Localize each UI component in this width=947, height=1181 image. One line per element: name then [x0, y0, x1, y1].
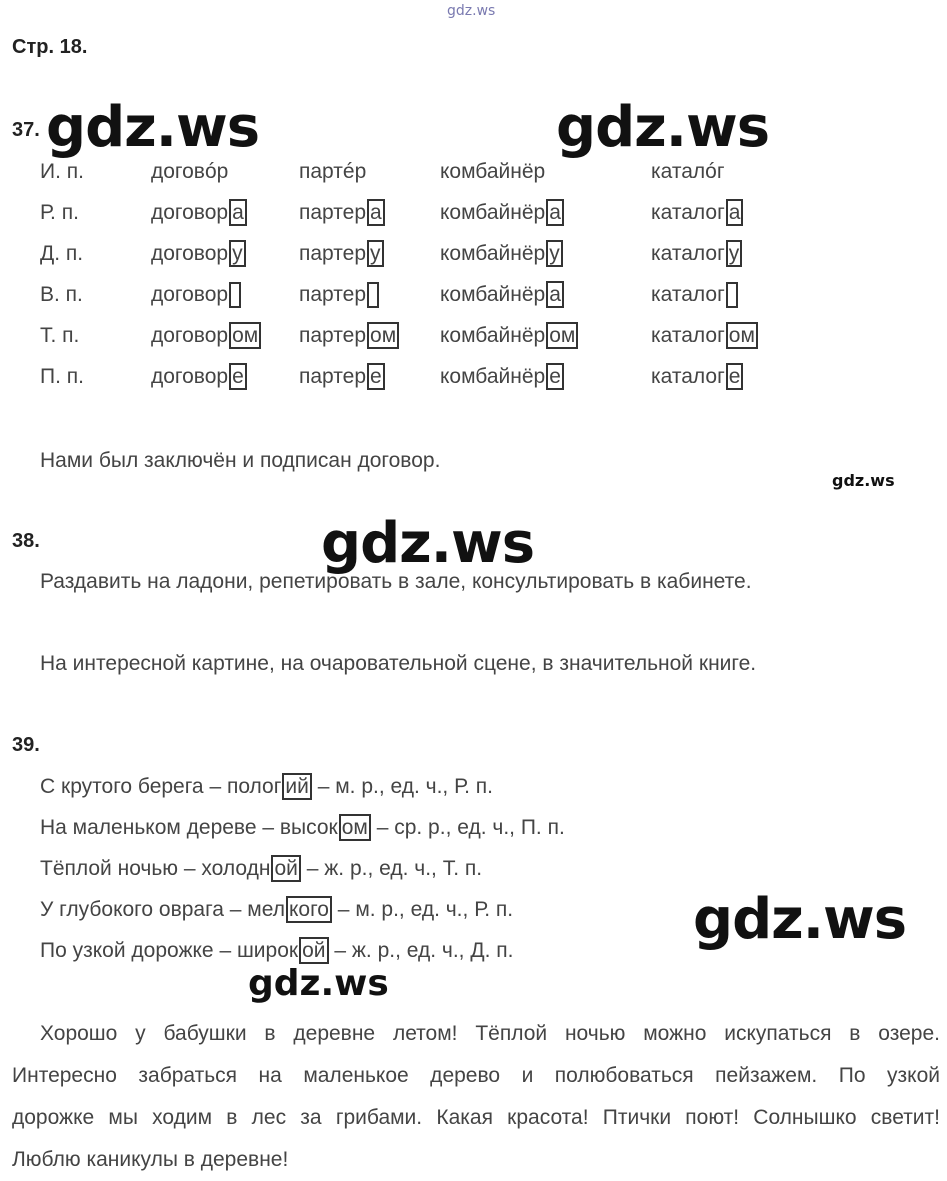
watermark-4: gdz.ws [321, 511, 535, 576]
watermark-5: gdz.ws [693, 887, 907, 952]
word-form: партер а [299, 200, 385, 226]
case-label: И. п. [40, 160, 84, 183]
word-form: каталог ом [651, 323, 758, 349]
ending-box: ом [367, 322, 399, 349]
ending-box: у [367, 240, 384, 267]
exercise-38-number: 38. [12, 530, 40, 552]
exercise-37-sentence: Нами был заключён и подписан договор. [40, 449, 441, 472]
word-form: комбайнёр а [440, 200, 564, 226]
word-form: каталóг [651, 160, 725, 183]
exercise-39-paragraph [12, 1013, 940, 1181]
exercise-38-line-1: Раздавить на ладони, репетировать в зале, консультировать в кабинете. [40, 570, 752, 593]
ending-box: е [726, 363, 744, 390]
ending-box: ой [299, 937, 328, 964]
ending-box: ом [726, 322, 758, 349]
exercise-39-number: 39. [12, 734, 40, 756]
word-form: договóр [151, 160, 229, 183]
watermark-top: gdz.ws [447, 3, 496, 19]
word-form: каталог а [651, 200, 743, 226]
ending-box: ом [339, 814, 371, 841]
paragraph-line: Интересно забраться на маленькое дерево и полюбоваться пейзажем. По узкой [12, 1064, 940, 1087]
word-form: комбайнёр ом [440, 323, 578, 349]
ending-box: кого [286, 896, 332, 923]
case-label: Р. п. [40, 201, 79, 224]
phrase-line: У глубокого оврага – мел кого – м. р., ед. ч., Р. п. [40, 898, 514, 921]
word-form: договор е [151, 364, 247, 390]
phrase-line: По узкой дорожке – широк ой – ж. р., ед. ч., Д. п. [40, 939, 514, 962]
case-label: П. п. [40, 365, 84, 388]
word-form: партер ом [299, 323, 399, 349]
word-form: комбайнёр у [440, 241, 563, 267]
ending-box-empty [367, 282, 379, 308]
watermark-6: gdz.ws [248, 963, 389, 1004]
phrase-line: Тёплой ночью – холодн ой – ж. р., ед. ч., Т. п. [40, 857, 483, 880]
word-form: договор ом [151, 323, 261, 349]
case-label: В. п. [40, 283, 83, 306]
word-form: комбайнёр а [440, 282, 564, 308]
ending-box: а [726, 199, 744, 226]
case-label: Д. п. [40, 242, 84, 265]
phrase-line: На маленьком дереве – высок ом – ср. р., ед. ч., П. п. [40, 816, 565, 839]
ending-box: ой [271, 855, 300, 882]
exercise-38-line-2: На интересной картине, на очаровательной сцене, в значительной книге. [40, 652, 757, 675]
watermark-3: gdz.ws [832, 471, 895, 490]
ending-box: е [367, 363, 385, 390]
word-form: партер у [299, 241, 384, 267]
ending-box: е [546, 363, 564, 390]
word-form: каталог у [651, 241, 742, 267]
word-form: партéр [299, 160, 367, 183]
page-header: Стр. 18. [12, 36, 88, 58]
ending-box: ий [282, 773, 311, 800]
word-form: партер [299, 282, 379, 308]
case-label: Т. п. [40, 324, 80, 347]
word-form: партер е [299, 364, 385, 390]
word-form: каталог е [651, 364, 743, 390]
word-form: договор у [151, 241, 246, 267]
ending-box: а [546, 199, 564, 226]
ending-box: а [229, 199, 247, 226]
watermark-2: gdz.ws [556, 95, 770, 160]
ending-box: е [229, 363, 247, 390]
exercise-37-number: 37. [12, 119, 40, 141]
paragraph-line: дорожке мы ходим в лес за грибами. Какая красота! Птички поют! Солнышко светит! [12, 1106, 940, 1129]
ending-box: а [546, 281, 564, 308]
ending-box: а [367, 199, 385, 226]
ending-box-empty [726, 282, 738, 308]
ending-box-empty [229, 282, 241, 308]
phrase-line: С крутого берега – полог ий – м. р., ед. ч., Р. п. [40, 775, 493, 798]
ending-box: у [546, 240, 563, 267]
paragraph-line: Люблю каникулы в деревне! [12, 1148, 289, 1171]
paragraph-line: Хорошо у бабушки в деревне летом! Тёплой ночью можно искупаться в озере. [40, 1022, 940, 1045]
word-form: комбайнёр [440, 160, 546, 183]
ending-box: ом [229, 322, 261, 349]
word-form: договор [151, 282, 241, 308]
ending-box: у [726, 240, 743, 267]
word-form: каталог [651, 282, 738, 308]
ending-box: ом [546, 322, 578, 349]
word-form: комбайнёр е [440, 364, 564, 390]
word-form: договор а [151, 200, 247, 226]
watermark-1: gdz.ws [46, 95, 260, 160]
ending-box: у [229, 240, 246, 267]
